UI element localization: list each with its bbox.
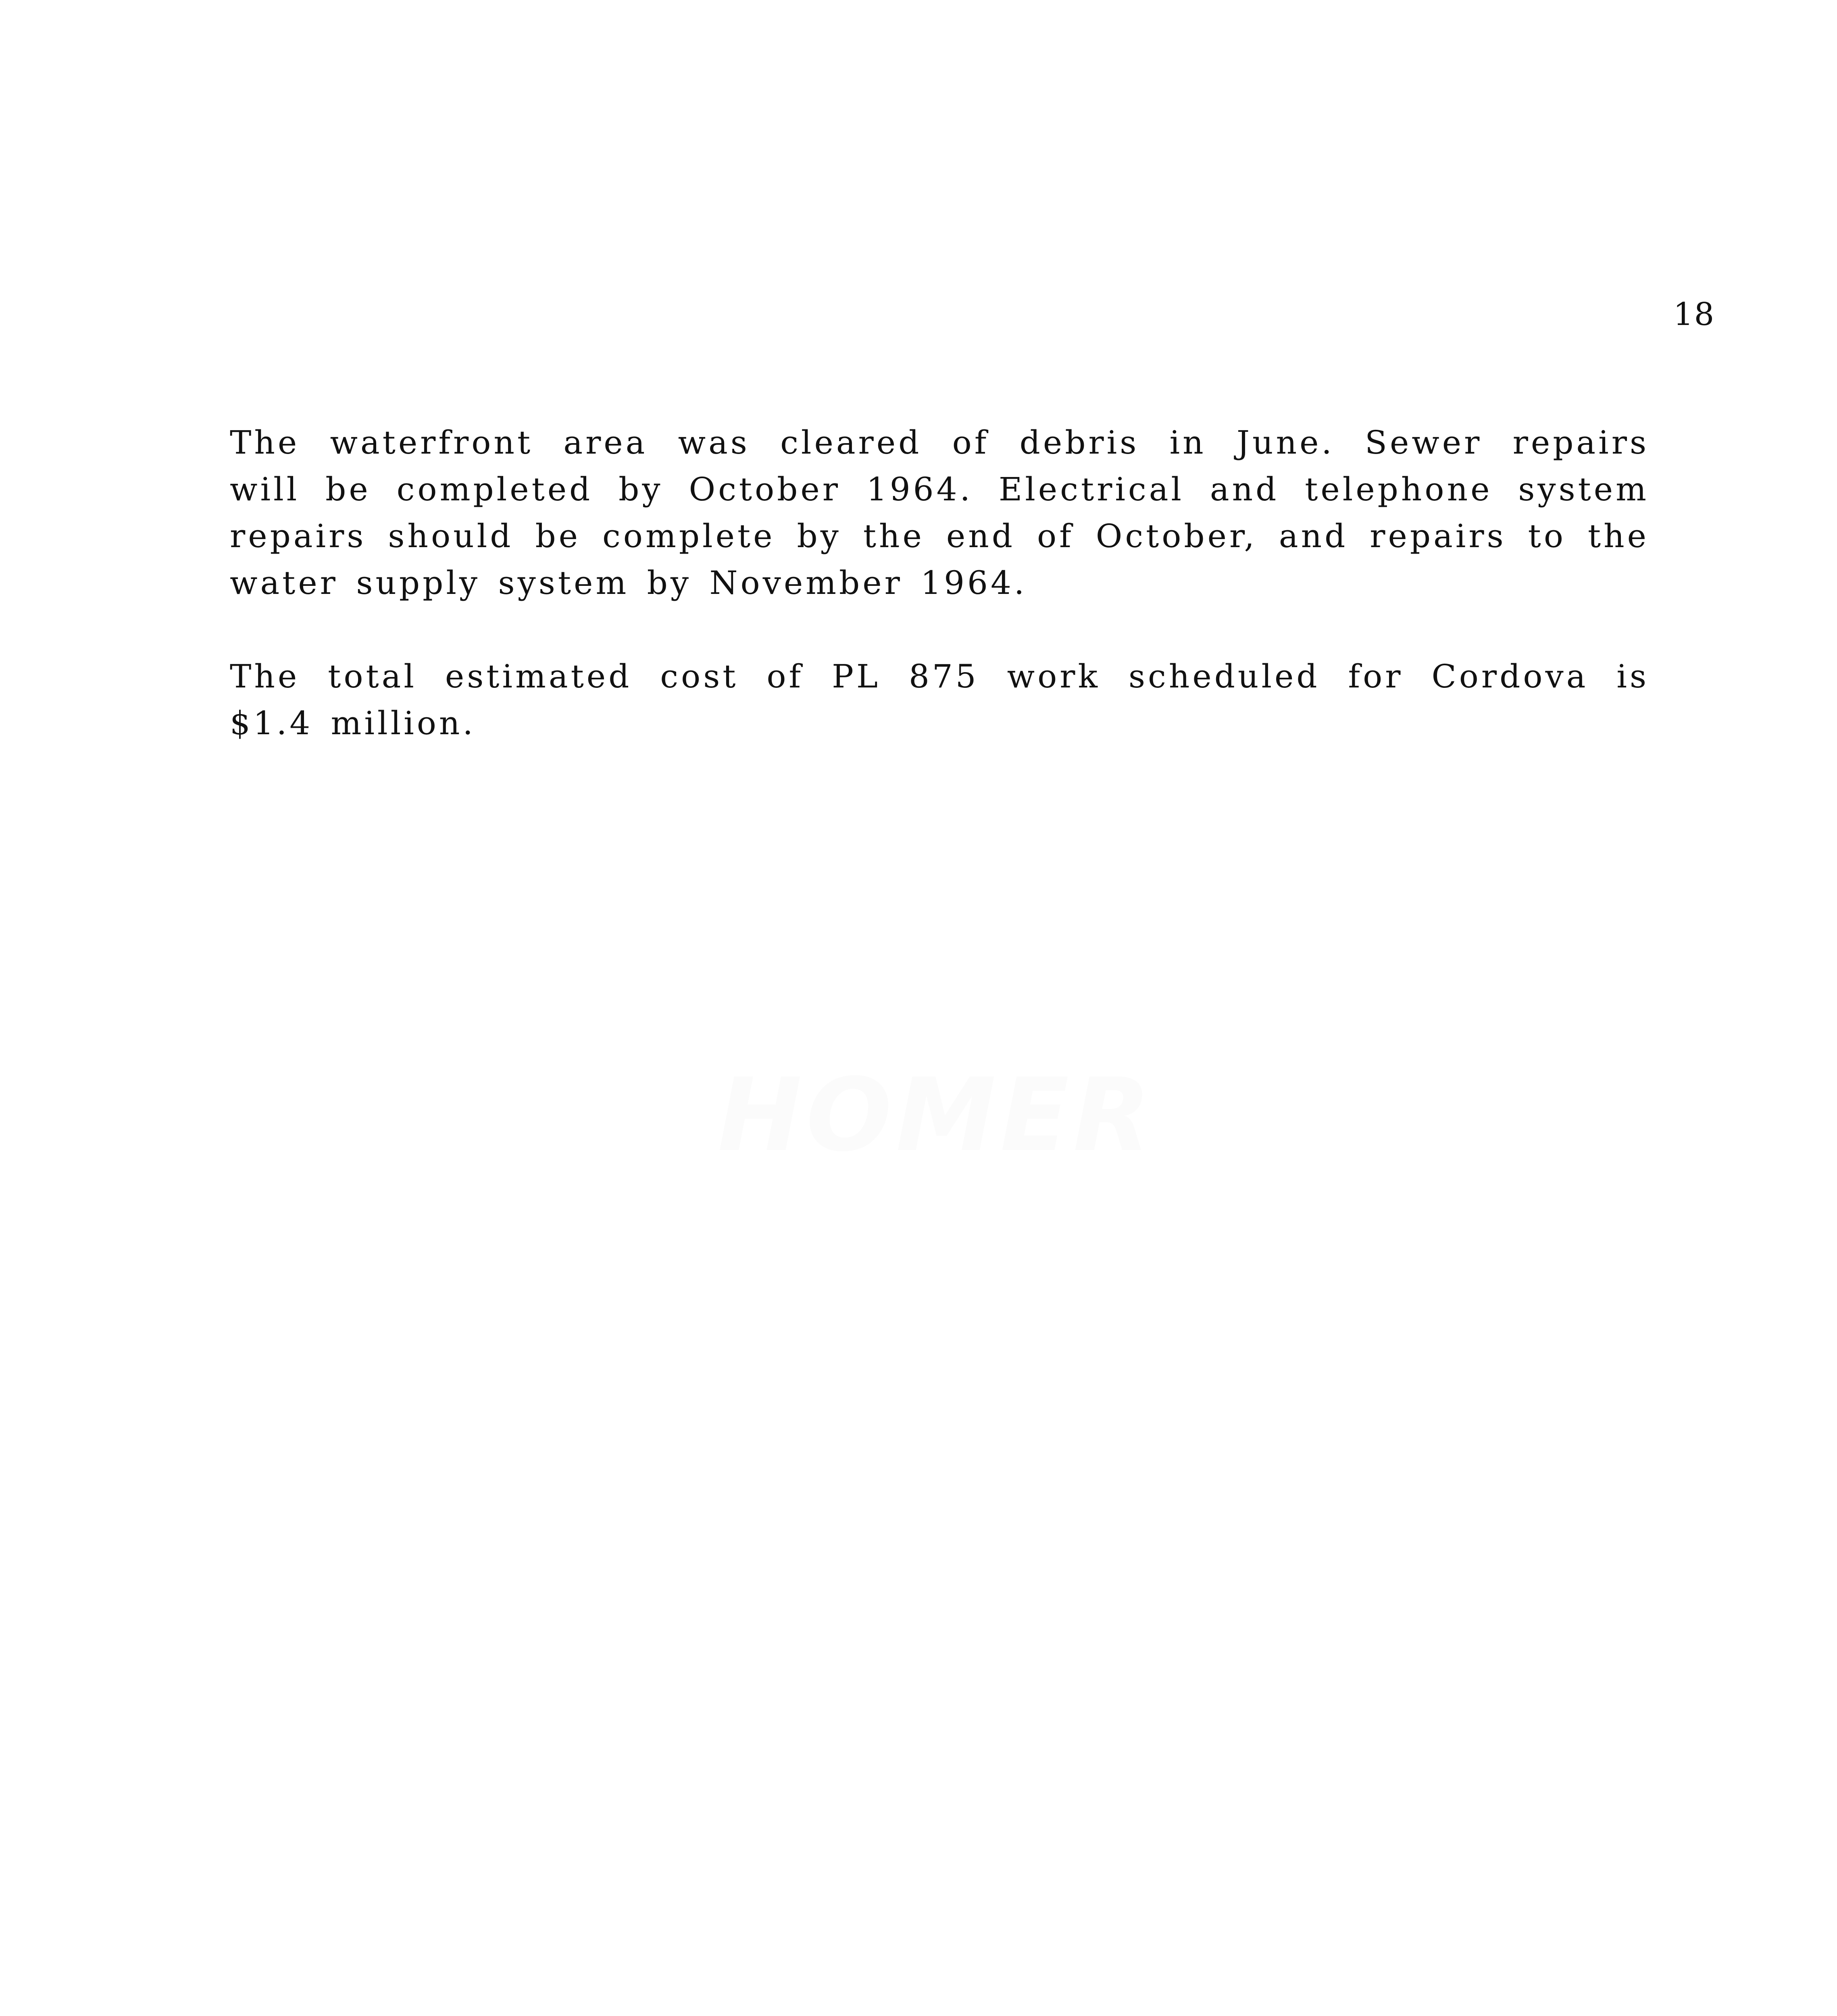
text-line: The waterfront area was cleared of debris in June. Sewer repairs xyxy=(230,424,1649,461)
text-line: repairs should be complete by the end of October, and repairs to the xyxy=(230,517,1649,555)
text-line: $1.4 million. xyxy=(230,704,476,742)
text-line: The total estimated cost of PL 875 work scheduled for Cordova is xyxy=(230,658,1649,695)
text-line: will be completed by October 1964. Electrical and telephone system xyxy=(230,471,1649,508)
text-line: water supply system by November 1964. xyxy=(230,564,1027,602)
paragraph-repairs-schedule xyxy=(230,419,1649,606)
paragraph-total-cost xyxy=(230,653,1649,747)
watermark-text: HOMER xyxy=(718,1056,1155,1174)
page-number: 18 xyxy=(1673,296,1715,333)
